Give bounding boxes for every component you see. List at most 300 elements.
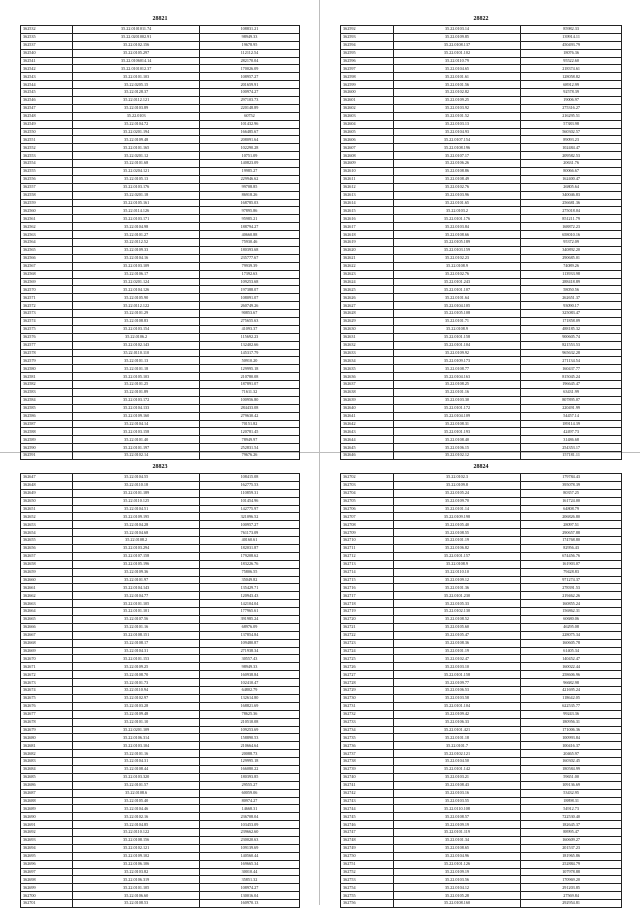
amount-value: 53432.95 [521, 789, 622, 797]
table-row [21, 57, 300, 65]
record-number: 362614 [341, 199, 394, 207]
cadastral-code: 35.22.0103.58 [393, 694, 520, 702]
table-row [341, 813, 622, 821]
table-row [21, 128, 300, 136]
table-row [21, 41, 300, 49]
record-number: 362687 [21, 789, 73, 797]
amount-value: 139914.11 [521, 33, 622, 41]
record-number: 362678 [21, 718, 73, 726]
amount-value: 450493.79 [521, 41, 622, 49]
record-number: 362681 [21, 742, 73, 750]
amount-value: 20631.76 [521, 160, 622, 168]
amount-value: 282170.04 [199, 57, 299, 65]
record-number: 362589 [21, 436, 73, 444]
record-number: 362634 [341, 357, 394, 365]
table-row [21, 428, 300, 436]
record-number: 362676 [21, 702, 73, 710]
record-number: 362649 [21, 489, 73, 497]
table-row [341, 884, 622, 892]
record-number: 362646 [341, 452, 394, 460]
table-row [341, 404, 622, 412]
amount-value: 391985.24 [199, 616, 299, 624]
table-row [341, 317, 622, 325]
cadastral-code: 35.22.0101.19 [393, 647, 520, 655]
table-row [21, 576, 300, 584]
cadastral-code: 35.22.0109.19 [393, 868, 520, 876]
cadastral-code: 35.22.0109.36 [73, 568, 200, 576]
amount-value: 197388.07 [199, 286, 299, 294]
amount-value: 160022.44 [521, 663, 622, 671]
cadastral-code: 35.22.0103.92 [393, 104, 520, 112]
record-number: 362575 [21, 325, 73, 333]
record-number: 362719 [341, 608, 394, 616]
cadastral-code: 35.22.0105.161 [73, 199, 200, 207]
table-row [21, 152, 300, 160]
cadastral-code: 35.22.0101.230 [393, 592, 520, 600]
record-number: 362667 [21, 631, 73, 639]
amount-value: 160855.24 [521, 600, 622, 608]
cadastral-code: 35.22.0103.320 [73, 773, 200, 781]
page-panel [20, 462, 300, 908]
cadastral-code: 35.22.0101.29 [73, 310, 200, 318]
amount-value: 722530.40 [521, 813, 622, 821]
cadastral-code: 35.22.0103.13 [393, 120, 520, 128]
record-number: 362647 [21, 474, 73, 482]
table-row [341, 671, 622, 679]
amount-value: 35851.32 [199, 876, 299, 884]
amount-value: 20465.97 [521, 750, 622, 758]
amount-value: 40660.88 [199, 231, 299, 239]
table-row [341, 246, 622, 254]
amount-value: 109253.69 [199, 726, 299, 734]
cadastral-code: 35.22.0102.121 [73, 844, 200, 852]
cadastral-code: 35.22.0104.65 [393, 65, 520, 73]
amount-value: 40160.61 [199, 537, 299, 545]
amount-value: 395078.39 [521, 481, 622, 489]
record-number: 362607 [341, 144, 394, 152]
record-number: 362698 [21, 876, 73, 884]
record-number: 362586 [21, 412, 73, 420]
table-row [21, 758, 300, 766]
cadastral-code: 35.22.0101.16 [73, 623, 200, 631]
amount-value: 180393.68 [199, 246, 299, 254]
table-row [341, 302, 622, 310]
table-row [341, 600, 622, 608]
record-number: 362736 [341, 742, 394, 750]
cadastral-code: 35.22.0101.142 [393, 765, 520, 773]
record-number: 362632 [341, 341, 394, 349]
record-number: 362560 [21, 207, 73, 215]
amount-value: 170026.09 [199, 65, 299, 73]
record-number: 362613 [341, 191, 394, 199]
cadastral-code: 35.22.0106.17 [73, 270, 200, 278]
amount-value: 120943.43 [199, 592, 299, 600]
cadastral-code: 35.22.0110.10 [393, 568, 520, 576]
table-row [341, 168, 622, 176]
record-number: 362594 [341, 41, 394, 49]
cadastral-code: 35.22.0104.126 [73, 286, 200, 294]
table-row [341, 89, 622, 97]
cadastral-code: 35.22.0103.14 [393, 26, 520, 34]
amount-value: 60680.06 [521, 616, 622, 624]
record-number: 362559 [21, 199, 73, 207]
amount-value: 220148.89 [199, 104, 299, 112]
amount-value: 108831.21 [199, 26, 299, 34]
cadastral-code: 35.22.0108.77 [393, 365, 520, 373]
table-row [341, 489, 622, 497]
amount-value: 182031.87 [199, 545, 299, 553]
cadastral-code: 35.22.0101.104 [393, 341, 520, 349]
table-row [21, 246, 300, 254]
record-number: 362743 [341, 797, 394, 805]
amount-value: 68976.09 [199, 623, 299, 631]
record-number: 362741 [341, 781, 394, 789]
amount-value: 30010.44 [199, 868, 299, 876]
record-number: 362712 [341, 552, 394, 560]
cadastral-code: 35.22.0101.18 [393, 734, 520, 742]
table-row [341, 136, 622, 144]
table-row [341, 254, 622, 262]
cadastral-code: 35.22.0102.3 [393, 474, 520, 482]
record-number: 362598 [341, 73, 394, 81]
table-row [341, 474, 622, 482]
cadastral-code: 35.22.0204.121 [73, 168, 200, 176]
record-number: 362748 [341, 836, 394, 844]
amount-value: 201659.91 [199, 81, 299, 89]
record-number: 362685 [21, 773, 73, 781]
table-row [21, 521, 300, 529]
cadastral-code: 35.22.0109.48 [73, 710, 200, 718]
table-row [341, 175, 622, 183]
record-table [340, 25, 622, 460]
table-row [341, 286, 622, 294]
record-number: 362543 [21, 73, 73, 81]
table-row [341, 191, 622, 199]
table-row [341, 789, 622, 797]
cadastral-code: 35.22.0104.85 [73, 821, 200, 829]
record-number: 362689 [21, 805, 73, 813]
record-number: 362734 [341, 726, 394, 734]
record-number: 362572 [21, 302, 73, 310]
table-row [341, 900, 622, 908]
amount-value: 90853.67 [199, 310, 299, 318]
amount-value: 103453.09 [199, 821, 299, 829]
table-row [341, 183, 622, 191]
cadastral-code: 35.22.0102.76 [393, 270, 520, 278]
amount-value: 78949.97 [199, 436, 299, 444]
cadastral-code: 35.22.0101.104 [393, 702, 520, 710]
cadastral-code: 35.22.0103.16 [393, 789, 520, 797]
amount-value: 183226.76 [199, 560, 299, 568]
amount-value: 145317.79 [199, 349, 299, 357]
table-row [21, 726, 300, 734]
cadastral-code: 35.22.0108.31 [393, 420, 520, 428]
amount-value: 100416.37 [521, 742, 622, 750]
cadastral-code: 35.22.0104.14 [73, 420, 200, 428]
amount-value: 201537.23 [521, 844, 622, 852]
amount-value: 235777.67 [199, 254, 299, 262]
cadastral-code: 35.22.0104.55 [73, 474, 200, 482]
amount-value: 321096.52 [199, 513, 299, 521]
table-row [341, 357, 622, 365]
cadastral-code: 35.22.0110.94 [73, 687, 200, 695]
record-number: 362567 [21, 262, 73, 270]
cadastral-code: 35.22.0104.96 [393, 852, 520, 860]
table-row [21, 65, 300, 73]
table-row [21, 655, 300, 663]
table-row [341, 497, 622, 505]
amount-value: 64808.79 [521, 505, 622, 513]
page-panel [340, 14, 622, 460]
cadastral-code: 35.22.0108.55 [393, 529, 520, 537]
amount-value: 19985.27 [199, 168, 299, 176]
amount-value: 92578.39 [521, 89, 622, 97]
amount-value: 182645.37 [521, 821, 622, 829]
record-number: 362701 [21, 900, 73, 908]
cadastral-code: 35.22.0101.176 [393, 215, 520, 223]
amount-value: 82956.43 [521, 545, 622, 553]
table-row [341, 584, 622, 592]
cadastral-code: 35.22.0108.86 [393, 168, 520, 176]
table-row [341, 773, 622, 781]
table-row [21, 262, 300, 270]
cadastral-code: 35.22.0101.7 [393, 742, 520, 750]
record-number: 362756 [341, 900, 394, 908]
page-title: 28823 [152, 464, 168, 470]
cadastral-code: 35.22.0101.52 [393, 112, 520, 120]
record-number: 362592 [341, 26, 394, 34]
table-row [341, 396, 622, 404]
cadastral-code: 35.22.0107.56 [73, 616, 200, 624]
amount-value: 41093.37 [199, 325, 299, 333]
cadastral-code: 35.22.0107.158 [73, 552, 200, 560]
cadastral-code: 35.22.0103.55 [393, 797, 520, 805]
record-number: 362588 [21, 428, 73, 436]
table-row [21, 160, 300, 168]
cadastral-code: 35.22.0108.65 [393, 844, 520, 852]
cadastral-code: 35.22.0108.137 [393, 41, 520, 49]
amount-value: 42497.73 [521, 428, 622, 436]
table-row [21, 481, 300, 489]
amount-value: 137854.84 [199, 631, 299, 639]
cadastral-code: 35.22.0102.121 [393, 750, 520, 758]
cadastral-code: 35.22.0109.33 [73, 246, 200, 254]
cadastral-code: 35.22.0106.314 [73, 734, 200, 742]
record-number: 362724 [341, 647, 394, 655]
amount-value: 128058.82 [521, 73, 622, 81]
table-row [21, 694, 300, 702]
amount-value: 156862.31 [521, 608, 622, 616]
table-row [21, 489, 300, 497]
amount-value: 35049.82 [199, 576, 299, 584]
table-row [341, 239, 622, 247]
amount-value: 142775.97 [199, 505, 299, 513]
amount-value: 100957.27 [199, 521, 299, 529]
amount-value: 129995.18 [199, 365, 299, 373]
table-row [21, 750, 300, 758]
amount-value: 216295.51 [521, 112, 622, 120]
table-row [341, 41, 622, 49]
cadastral-code: 35.22.0112.122 [73, 302, 200, 310]
cadastral-code: 35.22.0105.196 [73, 560, 200, 568]
amount-value: 14668.31 [199, 805, 299, 813]
record-number: 362640 [341, 404, 394, 412]
table-row [341, 452, 622, 460]
cadastral-code: 35.22.0112.52 [73, 239, 200, 247]
amount-value: 71611.32 [199, 388, 299, 396]
cadastral-code: 35.22.0104.93 [393, 128, 520, 136]
amount-value: 208091.64 [199, 136, 299, 144]
amount-value: 31486.68 [521, 436, 622, 444]
amount-value: 851211.79 [521, 215, 622, 223]
cadastral-code: 35.22.0109.48 [73, 136, 200, 144]
cadastral-code: 35.22.0104.12 [393, 884, 520, 892]
cadastral-code: 35.22.0102.156 [73, 41, 200, 49]
cadastral-code: 35.22.0110.125 [73, 497, 200, 505]
record-number: 362619 [341, 239, 394, 247]
record-number: 362563 [21, 231, 73, 239]
table-row [341, 294, 622, 302]
table-row [21, 373, 300, 381]
cadastral-code: 35.22.0108.9 [393, 262, 520, 270]
amount-value: 95372.09 [521, 239, 622, 247]
record-number: 362612 [341, 183, 394, 191]
table-row [341, 750, 622, 758]
record-number: 362611 [341, 175, 394, 183]
cadastral-code: 35.22.0102.16 [73, 813, 200, 821]
cadastral-code: 35.22.0109.85 [393, 33, 520, 41]
table-row [21, 317, 300, 325]
cadastral-code: 35.22.0101.165 [73, 144, 200, 152]
cadastral-code: 35.22.0101.19 [393, 537, 520, 545]
table-row [341, 436, 622, 444]
table-row [21, 671, 300, 679]
amount-value: 142104.04 [199, 600, 299, 608]
cadastral-code: 35.22.0106.53 [393, 687, 520, 695]
table-row [341, 758, 622, 766]
amount-value: 161724.00 [521, 497, 622, 505]
record-number: 362630 [341, 325, 394, 333]
table-row [21, 789, 300, 797]
record-number: 362595 [341, 49, 394, 57]
table-row [341, 765, 622, 773]
amount-value: 107978.88 [521, 868, 622, 876]
amount-value: 169665.34 [199, 860, 299, 868]
record-number: 362726 [341, 663, 394, 671]
cadastral-code: 35.22.0110.108 [393, 805, 520, 813]
amount-value: 80974.27 [199, 797, 299, 805]
amount-value: 132614.80 [199, 694, 299, 702]
table-row [341, 215, 622, 223]
cadastral-code: 35.22.0108.57 [393, 813, 520, 821]
cadastral-code: 35.22.0101.97 [73, 576, 200, 584]
cadastral-code: 35.22.0104.72 [73, 120, 200, 128]
record-number: 362653 [21, 521, 73, 529]
cadastral-code: 35.22.0101.18 [73, 365, 200, 373]
table-row [341, 687, 622, 695]
cadastral-code: 35.22.0101.36 [393, 584, 520, 592]
cadastral-code: 35.22.0107.17 [393, 152, 520, 160]
amount-value: 288418.89 [521, 278, 622, 286]
cadastral-code: 35.22.0101.157 [393, 552, 520, 560]
amount-value: 89093.23 [521, 136, 622, 144]
table-row [21, 568, 300, 576]
cadastral-code: 35.22.0108.17 [73, 639, 200, 647]
cadastral-code: 35.22.0101.153 [73, 655, 200, 663]
amount-value: 88995.47 [521, 829, 622, 837]
cadastral-code: 35.22.0104.109 [393, 412, 520, 420]
table-row [341, 81, 622, 89]
record-number: 362686 [21, 781, 73, 789]
table-row [341, 710, 622, 718]
cadastral-code: 35.22.0108.9 [393, 325, 520, 333]
cadastral-code: 35.22.0101012.37 [73, 65, 200, 73]
table-row [21, 781, 300, 789]
amount-value: 135429.71 [199, 584, 299, 592]
cadastral-code: 35.22.0101.119 [393, 829, 520, 837]
amount-value: 284433.08 [199, 404, 299, 412]
amount-value: 140560.44 [199, 852, 299, 860]
amount-value: 79676.26 [199, 452, 299, 460]
record-number: 362704 [341, 489, 394, 497]
record-number: 362673 [21, 679, 73, 687]
record-number: 362642 [341, 420, 394, 428]
cadastral-code: 35.22.0110.18 [73, 481, 200, 489]
record-number: 362671 [21, 663, 73, 671]
amount-value: 658010.16 [521, 231, 622, 239]
amount-value: 180393.85 [199, 773, 299, 781]
cadastral-code: 35.22.0128.37 [73, 89, 200, 97]
cadastral-code: 35.22.0109.70 [393, 497, 520, 505]
amount-value: 160609.27 [521, 836, 622, 844]
cadastral-code: 35.22.0201.12 [73, 152, 200, 160]
table-row [341, 420, 622, 428]
amount-value: 291203.85 [521, 884, 622, 892]
table-row [341, 537, 622, 545]
record-number: 362663 [21, 600, 73, 608]
table-row [21, 710, 300, 718]
cadastral-code: 35.22.0105.297 [73, 49, 200, 57]
cadastral-code: 35.22.0101.105 [73, 600, 200, 608]
cadastral-code: 35.22.0201.18 [73, 191, 200, 199]
record-number: 362659 [21, 568, 73, 576]
record-number: 362722 [341, 631, 394, 639]
amount-value: 132402.66 [199, 341, 299, 349]
cadastral-code: 35.22.0104.50 [393, 758, 520, 766]
record-number: 362735 [341, 734, 394, 742]
table-row [21, 412, 300, 420]
record-number: 362699 [21, 884, 73, 892]
record-number: 362737 [341, 750, 394, 758]
cadastral-code: 35.22.0101.64 [393, 294, 520, 302]
amount-value: 27569.84 [521, 892, 622, 900]
record-number: 362713 [341, 560, 394, 568]
cadastral-code: 35.22.0101.73 [73, 679, 200, 687]
cadastral-code: 35.22.0101.34 [393, 836, 520, 844]
cadastral-code: 35.22.0101.16 [73, 750, 200, 758]
amount-value: 971274.37 [521, 576, 622, 584]
amount-value: 109136.69 [521, 781, 622, 789]
cadastral-code: 35.22.0104.46 [73, 805, 200, 813]
record-number: 362558 [21, 191, 73, 199]
amount-value: 109253.68 [199, 278, 299, 286]
page-title: 28821 [152, 16, 168, 22]
cadastral-code: 35.22.0109.102 [73, 852, 200, 860]
table-row [341, 26, 622, 34]
amount-value: 260749.26 [199, 302, 299, 310]
record-number: 362740 [341, 773, 394, 781]
cadastral-code: 35.22.0103.10 [393, 663, 520, 671]
